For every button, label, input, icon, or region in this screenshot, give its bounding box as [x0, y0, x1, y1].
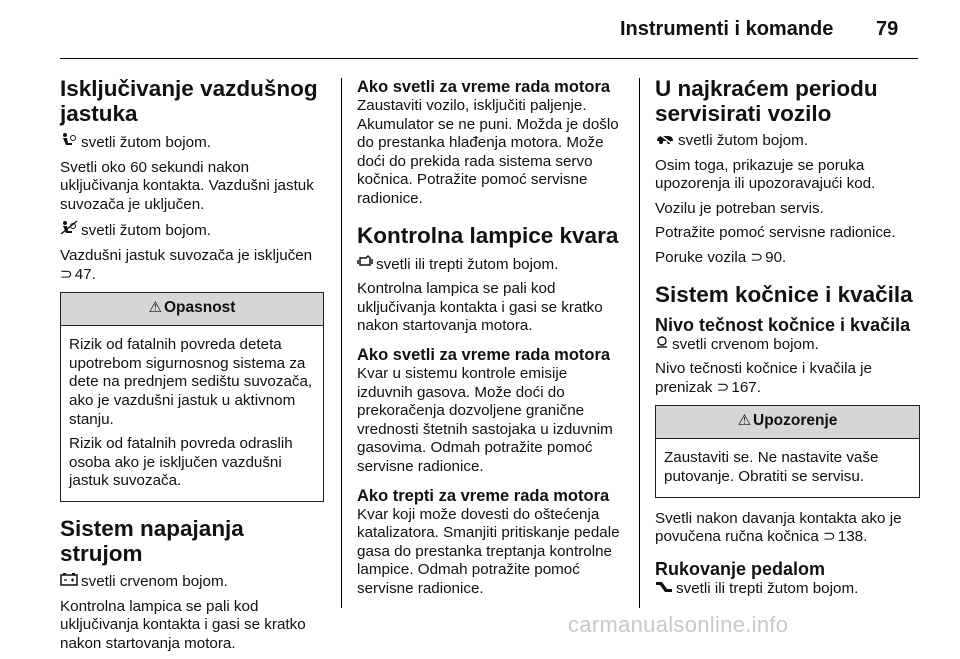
paragraph: svetli ili trepti žutom bojom.	[655, 579, 920, 599]
subheading: Ako svetli za vreme rada motora	[357, 345, 611, 364]
warning-box	[655, 405, 920, 497]
danger-box-body	[61, 326, 323, 501]
paragraph: svetli žutom bojom.	[60, 132, 324, 153]
paragraph: Rizik od fatalnih povreda deteta upotrebom sigurnosnog sistema za dete na prednjem sedištu suvozača, ako je vazdušni jastuk u aktivnom stanju.	[69, 336, 313, 428]
danger-box-header: ⚠ Opasnost	[61, 293, 323, 326]
wrench-car-icon	[655, 132, 675, 151]
paragraph: Kvar u sistemu kontrole emisije izduvnih gasova. Može doći do prekoračenja dozvoljene granične vrednosti štetnih sastojaka u izduvnim gasovima. Odmah potražite pomoć servisne radionice.	[357, 364, 613, 475]
paragraph: Vozilu je potreban servis.	[655, 199, 824, 217]
paragraph: Kontrolna lampica se pali kod uključivanja kontakta i gasi se kratko nakon startovanja motora.	[60, 597, 306, 652]
paragraph: Zaustaviti vozilo, isključiti paljenje. Akumulator se ne puni. Možda je došlo do prestanka hlađenja motora. Može doći do prekida rada sistema servo kočnica. Potražite pomoć servisne radionice.	[357, 97, 619, 207]
column-divider-1	[341, 78, 342, 608]
paragraph: svetli crvenom bojom.	[655, 335, 920, 355]
paragraph: svetli žutom bojom.	[655, 132, 920, 151]
subheading: Nivo tečnost kočnice i kvačila	[655, 314, 911, 335]
page-header	[0, 0, 960, 60]
header-rule	[60, 58, 918, 59]
column-1	[60, 76, 324, 659]
header-title: Instrumenti i komande	[620, 18, 834, 40]
paragraph: Rizik od fatalnih povreda odraslih osoba ako je isključen vazdušni jastuk suvozača.	[69, 435, 293, 490]
column-2	[357, 78, 625, 604]
reference-arrow-icon: ⊃	[716, 378, 730, 396]
pedal-icon	[655, 579, 673, 599]
paragraph: Osim toga, prikazuje se poruka upozorenja ili upozoravajući kod.	[655, 156, 876, 193]
column-divider-2	[639, 78, 640, 608]
page-number: 79	[876, 18, 899, 40]
paragraph: svetli crvenom bojom.	[60, 572, 324, 592]
section-title-brake-clutch: Sistem kočnice i kvačila	[655, 281, 913, 307]
reference-arrow-icon: ⊃	[60, 265, 73, 283]
watermark: carmanualsonline.info	[568, 612, 789, 637]
paragraph: Vazdušni jastuk suvozača je isključen ⊃ 47.	[60, 246, 313, 283]
warning-box-header: ⚠ Upozorenje	[656, 406, 919, 439]
paragraph: Svetli nakon davanja kontakta ako je povučena ručna kočnica ⊃ 138.	[655, 509, 902, 546]
paragraph: Nivo tečnosti kočnice i kvačila je prenizak ⊃ 167.	[655, 360, 872, 396]
warning-box-body	[656, 439, 919, 496]
column-3	[655, 76, 920, 604]
section-title-service-vehicle: U najkraćem periodu servisirati vozilo	[655, 76, 878, 126]
paragraph: Poruke vozila ⊃ 90.	[655, 248, 787, 266]
reference-arrow-icon: ⊃	[750, 248, 764, 266]
paragraph: Svetli oko 60 sekundi nakon uključivanja kontakta. Vazdušni jastuk suvozača je uključen.	[60, 158, 314, 213]
paragraph: svetli ili trepti žutom bojom.	[357, 254, 625, 275]
subheading: Ako svetli za vreme rada motora	[357, 78, 611, 96]
engine-icon	[357, 254, 373, 275]
reference-arrow-icon: ⊃	[823, 528, 836, 546]
battery-icon	[60, 572, 78, 592]
paragraph: Kvar koji može dovesti do oštećenja katalizatora. Smanjiti pritiskanje pedale gasa do prestanka treptanja kontrolne lampice. Odmah potražite pomoć servisne radionice.	[357, 505, 620, 597]
subheading: Ako trepti za vreme rada motora	[357, 486, 610, 505]
paragraph: Potražite pomoć servisne radionice.	[655, 224, 896, 242]
warning-triangle-icon: ⚠	[148, 299, 162, 317]
section-title-airbag-deactivation: Isključivanje vazdušnog jastuka	[60, 76, 318, 126]
airbag-off-icon	[60, 220, 78, 241]
danger-box	[60, 292, 324, 502]
section-title-malfunction-lamp: Kontrolna lampice kvara	[357, 222, 619, 248]
warning-triangle-icon: ⚠	[737, 412, 752, 430]
brake-fluid-icon	[655, 335, 669, 355]
paragraph: Zaustaviti se. Ne nastavite vaše putovanje. Obratiti se servisu.	[664, 449, 879, 485]
paragraph: svetli žutom bojom.	[60, 220, 324, 241]
section-title-power-system: Sistem napajanja strujom	[60, 515, 244, 566]
subheading: Rukovanje pedalom	[655, 558, 826, 579]
paragraph: Kontrolna lampica se pali kod uključivanja kontakta i gasi se kratko nakon startovanja motora.	[357, 280, 603, 335]
airbag-on-icon	[60, 132, 78, 153]
